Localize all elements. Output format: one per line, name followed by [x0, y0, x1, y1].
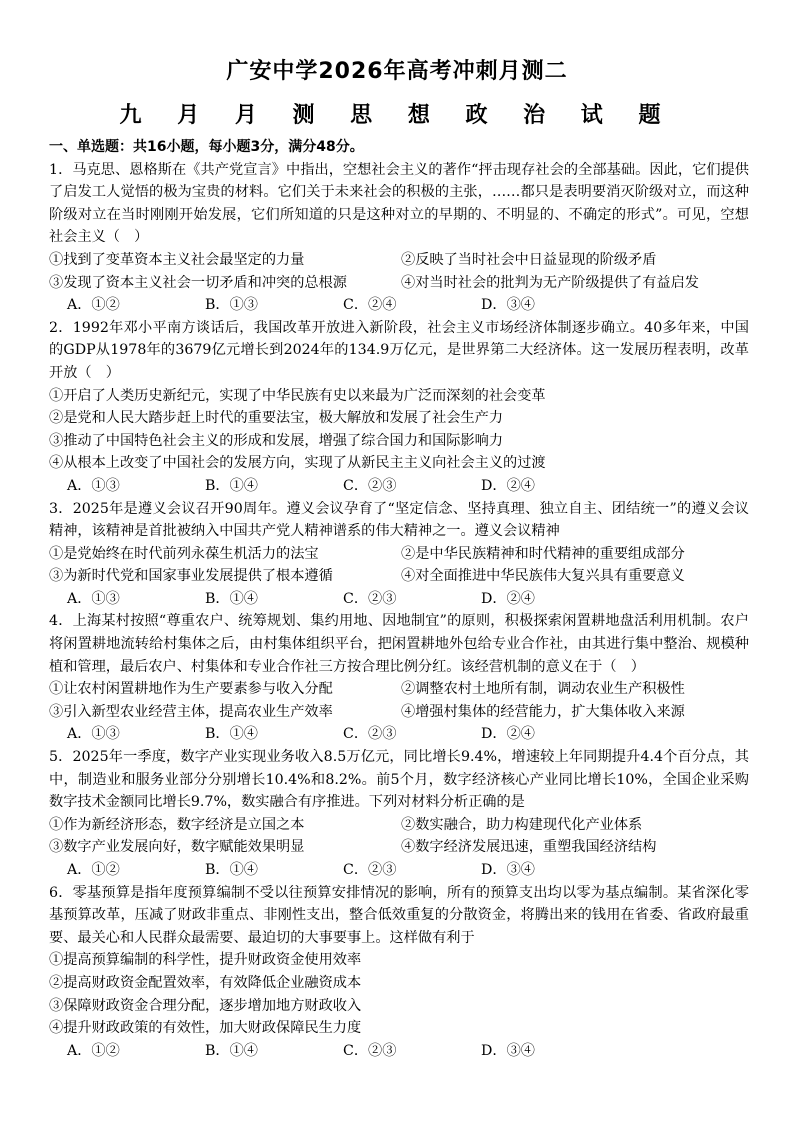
option-1: ①作为新经济形态，数字经济是立国之本	[49, 816, 305, 833]
choice-c: C．②③	[343, 1042, 397, 1059]
answer-choices	[49, 859, 749, 882]
exam-content	[49, 136, 749, 1062]
choice-c: C．②③	[343, 477, 397, 494]
section-title: 一、单选题：共16小题，每小题3分，满分48分。	[49, 139, 364, 155]
option-1: ①让农村闲置耕地作为生产要素参与收入分配	[49, 681, 333, 698]
option-1: ①是党始终在时代前列永葆生机活力的法宝	[49, 545, 319, 562]
choice-d: D．③④	[481, 1042, 535, 1059]
option-1: ①开启了人类历史新纪元，实现了中华民族有史以来最为广泛而深刻的社会变革	[49, 387, 546, 404]
option-3: ③引入新型农业经营主体，提高农业生产效率	[49, 703, 333, 720]
question-4	[49, 610, 749, 746]
answer-choices	[49, 588, 749, 611]
question-stem: 1．马克思、恩格斯在《共产党宣言》中指出，空想社会主义的著作“抨击现存社会的全部基础。因此，它们提供了启发工人觉悟的极为宝贵的材料。它们关于未来社会的积极的主张，……都只是表明要消灭阶级对立，而这种阶级对立在当时刚刚开始发展，它们所知道的只是这种对立的早期的、不明显的、不确定的形式”。可见，空想社会主义（ ）	[49, 161, 749, 246]
option-row	[49, 814, 749, 837]
answer-choices	[49, 723, 749, 746]
choice-a: A．①②	[67, 297, 120, 314]
question-stem: 5．2025年一季度，数字产业实现业务收入8.5万亿元，同比增长9.4%，增速较上年同期提升4.4个百分点，其中，制造业和服务业部分分别增长10.4%和8.2%。前5个月，数字经济核心产业同比增长10%，全国企业采购数字技术金额同比增长9.7%，数实融合有序推进。下列对材料分析正确的是	[49, 749, 749, 811]
choice-a: A．①③	[67, 590, 120, 607]
choice-b: B．①④	[205, 477, 258, 494]
question-stem: 6．零基预算是指年度预算编制不受以往预算安排情况的影响，所有的预算支出均以零为基点编制。某省深化零基预算改革，压减了财政非重点、非刚性支出，整合低效重复的分散资金，将腾出来的钱用在省委、省政府最重要、最关心和人民群众最需要、最迫切的大事要事上。这样做有利于	[49, 884, 749, 946]
question-5	[49, 746, 749, 882]
option-3: ③为新时代党和国家事业发展提供了根本遵循	[49, 568, 333, 585]
choice-c: C．②④	[343, 297, 397, 314]
option-2: ②调整农村土地所有制，调动农业生产积极性	[401, 681, 685, 698]
option-4: ④对当时社会的批判为无产阶级提供了有益启发	[401, 274, 699, 291]
question-stem: 4．上海某村按照“尊重农户、统筹规划、集约用地、因地制宜”的原则，积极探索闲置耕地盘活利用机制。农户将闲置耕地流转给村集体之后，由村集体组织平台，把闲置耕地外包给专业合作社，由其进行集中整治、规模种植和管理，最后农户、村集体和专业合作社三方按合理比例分红。该经营机制的意义在于（ ）	[49, 613, 749, 675]
option-3: ③发现了资本主义社会一切矛盾和冲突的总根源	[49, 274, 347, 291]
choice-a: A．①②	[67, 862, 120, 878]
option-4: ④增强村集体的经营能力，扩大集体收入来源	[401, 703, 685, 720]
option-4: ④对全面推进中华民族伟大复兴具有重要意义	[401, 568, 685, 585]
option-row	[49, 565, 749, 588]
choice-c: C．②③	[343, 590, 397, 607]
option-1: ①提高预算编制的科学性，提升财政资金使用效率	[49, 952, 362, 969]
answer-choices	[49, 294, 749, 317]
option-2: ②数实融合，助力构建现代化产业体系	[401, 816, 643, 833]
choice-d: D．②④	[481, 590, 535, 607]
option-2: ②提高财政资金配置效率，有效降低企业融资成本	[49, 974, 362, 991]
choice-d: D．③④	[481, 862, 535, 878]
choice-a: A．①③	[67, 477, 120, 494]
question-stem: 2．1992年邓小平南方谈话后，我国改革开放进入新阶段，社会主义市场经济体制逐步确立。40多年来，中国的GDP从1978年的3679亿元增长到2024年的134.9万亿元，是世界第二大经济体。这一发展历程表明，改革开放（ ）	[49, 319, 749, 381]
choice-b: B．①④	[205, 726, 258, 743]
choice-a: A．①②	[67, 1042, 120, 1059]
option-row	[49, 701, 749, 724]
exam-title: 广安中学2026年高考冲刺月测二	[226, 59, 568, 84]
option-2: ②反映了当时社会中日益显现的阶级矛盾	[401, 251, 657, 268]
choice-b: B．①④	[205, 590, 258, 607]
option-4: ④从根本上改变了中国社会的发展方向，实现了从新民主主义向社会主义的过渡	[49, 455, 546, 472]
question-2	[49, 317, 749, 498]
choice-d: D．③④	[481, 297, 535, 314]
option-row	[49, 249, 749, 272]
exam-subtitle: 九 月 月 测 思 想 政 治 试 题	[119, 103, 675, 128]
option-3: ③保障财政资金合理分配，逐步增加地方财政收入	[49, 997, 362, 1014]
option-3: ③推动了中国特色社会主义的形成和发展，增强了综合国力和国际影响力	[49, 432, 504, 449]
choice-c: C．②③	[343, 726, 397, 743]
option-3: ③数字产业发展向好，数字赋能效果明显	[49, 839, 305, 856]
answer-choices	[49, 475, 749, 498]
choice-b: B．①③	[205, 297, 258, 314]
option-4: ④提升财政政策的有效性，加大财政保障民生力度	[49, 1020, 362, 1037]
choice-a: A．①③	[67, 726, 120, 743]
choice-d: D．②④	[481, 726, 535, 743]
choice-b: B．①④	[205, 1042, 258, 1059]
option-2: ②是中华民族精神和时代精神的重要组成部分	[401, 545, 685, 562]
option-row	[49, 543, 749, 566]
option-row	[49, 272, 749, 295]
option-row	[49, 836, 749, 859]
choice-b: B．①④	[205, 862, 258, 878]
choice-c: C．②③	[343, 862, 397, 878]
option-4: ④数字经济发展迅速，重塑我国经济结构	[401, 839, 657, 856]
choice-d: D．②④	[481, 477, 535, 494]
question-6	[49, 882, 749, 1063]
question-stem: 3．2025年是遵义会议召开90周年。遵义会议孕育了“坚定信念、坚持真理、独立自主、团结统一”的遵义会议精神，该精神是首批被纳入中国共产党人精神谱系的伟大精神之一。遵义会议精神	[49, 500, 749, 540]
question-1	[49, 159, 749, 317]
answer-choices	[49, 1040, 749, 1063]
question-3	[49, 498, 749, 611]
option-row	[49, 678, 749, 701]
option-2: ②是党和人民大踏步赶上时代的重要法宝，极大解放和发展了社会生产力	[49, 410, 504, 427]
option-1: ①找到了变革资本主义社会最坚定的力量	[49, 251, 305, 268]
